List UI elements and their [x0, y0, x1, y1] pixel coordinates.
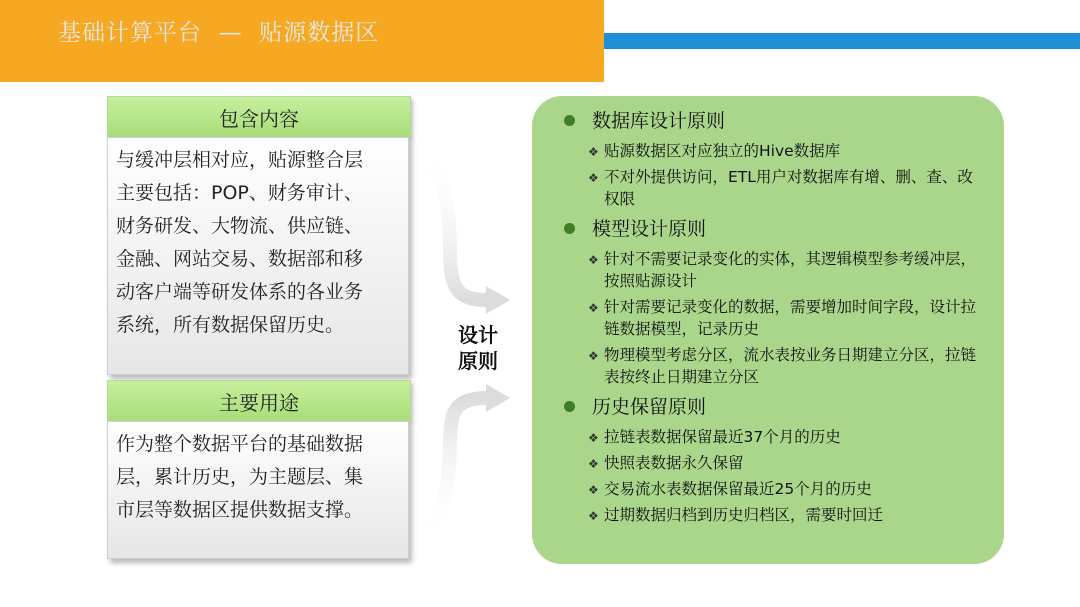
contents-line: 财务研发、大物流、供应链、	[116, 215, 364, 237]
principle-bullet	[564, 344, 984, 388]
green-dot-icon	[564, 115, 575, 126]
slide-title: 基础计算平台 — 贴源数据区	[58, 20, 380, 46]
principle-title	[564, 214, 984, 244]
diamond-bullet-icon: ❖	[588, 253, 599, 267]
design-principles-label	[455, 322, 501, 374]
bullet-text: 贴源数据区对应独立的Hive数据库	[604, 142, 841, 160]
usage-line: 作为整个数据平台的基础数据	[116, 433, 364, 455]
green-dot-icon	[564, 401, 575, 412]
principle-section	[564, 106, 984, 210]
contents-line: 金融、网站交易、数据部和移	[116, 248, 364, 270]
bullet-text: 针对需要记录变化的数据，需要增加时间字段，设计拉链数据模型，记录历史	[604, 298, 977, 338]
principle-title	[564, 106, 984, 136]
bullet-text: 过期数据归档到历史归档区，需要时回迁	[604, 506, 884, 524]
principle-title	[564, 392, 984, 422]
principle-title-text: 模型设计原则	[592, 218, 707, 240]
header-bar	[0, 0, 604, 82]
principle-title-text: 历史保留原则	[592, 396, 707, 418]
diamond-bullet-icon: ❖	[588, 483, 599, 497]
principle-bullet	[564, 426, 984, 448]
diamond-bullet-icon: ❖	[588, 349, 599, 363]
principle-bullet	[564, 478, 984, 500]
principle-bullet	[564, 166, 984, 210]
diamond-bullet-icon: ❖	[588, 457, 599, 471]
bullet-text: 不对外提供访问，ETL用户对数据库有增、删、查、改权限	[604, 168, 973, 208]
usage-line: 层，累计历史，为主题层、集	[116, 466, 364, 488]
bullet-text: 快照表数据永久保留	[604, 454, 744, 472]
contents-line: 与缓冲层相对应，贴源整合层	[116, 149, 364, 171]
diamond-bullet-icon: ❖	[588, 145, 599, 159]
usage-heading: 主要用途	[107, 380, 411, 422]
contents-line: 系统，所有数据保留历史。	[116, 314, 345, 336]
principle-bullet	[564, 504, 984, 526]
design-label-line: 设计	[458, 323, 498, 347]
contents-line: 主要包括：POP、财务审计、	[116, 182, 363, 204]
usage-body	[107, 421, 409, 559]
diamond-bullet-icon: ❖	[588, 171, 599, 185]
diamond-bullet-icon: ❖	[588, 301, 599, 315]
principle-bullet	[564, 140, 984, 162]
principle-section	[564, 214, 984, 388]
principle-bullet	[564, 296, 984, 340]
usage-line: 市层等数据区提供数据支撑。	[116, 499, 364, 521]
principle-bullet	[564, 248, 984, 292]
principle-title-text: 数据库设计原则	[592, 110, 726, 132]
principle-section	[564, 392, 984, 526]
bullet-text: 交易流水表数据保留最近25个月的历史	[604, 480, 872, 498]
bullet-text: 拉链表数据保留最近37个月的历史	[604, 428, 841, 446]
diamond-bullet-icon: ❖	[588, 509, 599, 523]
bullet-text: 物理模型考虑分区，流水表按业务日期建立分区，拉链表按终止日期建立分区	[604, 346, 977, 386]
green-dot-icon	[564, 223, 575, 234]
accent-line	[604, 33, 1080, 49]
bullet-text: 针对不需要记录变化的实体，其逻辑模型参考缓冲层，按照贴源设计	[604, 250, 977, 290]
contents-body	[107, 137, 409, 375]
diamond-bullet-icon: ❖	[588, 431, 599, 445]
design-label-line: 原则	[458, 349, 498, 373]
contents-heading: 包含内容	[107, 96, 411, 138]
principle-bullet	[564, 452, 984, 474]
contents-line: 动客户端等研发体系的各业务	[116, 281, 364, 303]
principles-panel	[532, 96, 1004, 564]
